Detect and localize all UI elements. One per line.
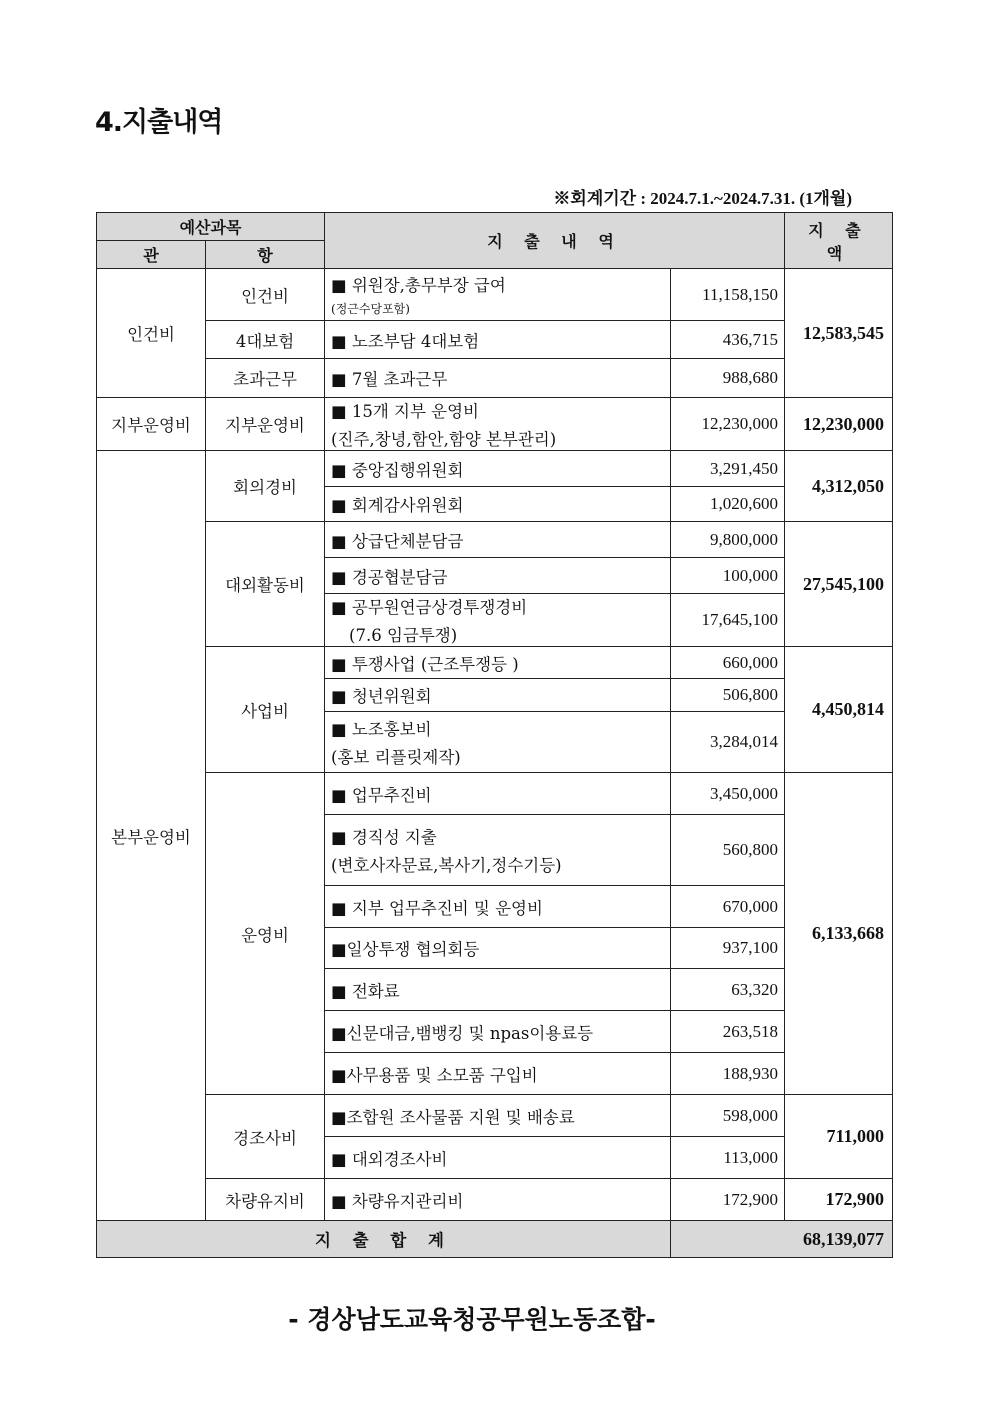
header-gwan: 관 (97, 241, 206, 269)
amount-cell: 3,450,000 (671, 773, 785, 815)
amount-cell: 263,518 (671, 1011, 785, 1053)
amount-cell: 63,320 (671, 969, 785, 1011)
item-cell: ■조합원 조사물품 지원 및 배송료 (325, 1095, 671, 1137)
sum-label: 지 출 합 계 (97, 1221, 671, 1258)
item-cell: ■신문대금,뱀뱅킹 및 npas이용료등 (325, 1011, 671, 1053)
amount-cell: 436,715 (671, 321, 785, 359)
item-cell: ■ 대외경조사비 (325, 1137, 671, 1179)
amount-cell: 937,100 (671, 928, 785, 969)
gwan-cell: 지부운영비 (97, 398, 206, 451)
total-cell: 711,000 (785, 1095, 893, 1179)
amount-cell: 670,000 (671, 886, 785, 928)
table-row (97, 398, 893, 451)
hang-cell: 지부운영비 (206, 398, 325, 451)
amount-cell: 506,800 (671, 679, 785, 712)
amount-cell: 660,000 (671, 647, 785, 679)
header-amount: 지 출 액 (785, 213, 893, 269)
hang-cell: 운영비 (206, 773, 325, 1095)
hang-cell: 대외활동비 (206, 522, 325, 647)
item-cell: ■ 업무추진비 (325, 773, 671, 815)
footer-organization: - 경상남도교육청공무원노동조합- (288, 1305, 656, 1334)
amount-cell: 12,230,000 (671, 398, 785, 451)
amount-cell: 9,800,000 (671, 522, 785, 558)
item-cell: ■ 회계감사위원회 (325, 487, 671, 522)
sum-value: 68,139,077 (671, 1221, 893, 1258)
table-row (97, 1095, 893, 1137)
item-cell: ■ 노조부담 4대보험 (325, 321, 671, 359)
amount-cell: 188,930 (671, 1053, 785, 1095)
item-cell: ■ 7월 초과근무 (325, 359, 671, 398)
item-cell: ■사무용품 및 소모품 구입비 (325, 1053, 671, 1095)
amount-cell: 988,680 (671, 359, 785, 398)
total-cell: 12,230,000 (785, 398, 893, 451)
item-cell: ■ 지부 업무추진비 및 운영비 (325, 886, 671, 928)
item-cell: ■ 노조홍보비 (홍보 리플릿제작) (325, 712, 671, 773)
amount-cell: 1,020,600 (671, 487, 785, 522)
expense-table (96, 212, 893, 1258)
amount-cell: 11,158,150 (671, 269, 785, 321)
total-cell: 27,545,100 (785, 522, 893, 647)
item-cell: ■ 차량유지관리비 (325, 1179, 671, 1221)
amount-cell: 560,800 (671, 815, 785, 886)
table-row (97, 321, 893, 359)
total-cell: 4,312,050 (785, 451, 893, 522)
header-detail: 지 출 내 역 (325, 213, 785, 269)
item-cell: ■ 투쟁사업 (근조투쟁등 ) (325, 647, 671, 679)
item-cell: ■ 상급단체분담금 (325, 522, 671, 558)
item-cell: ■ 청년위원회 (325, 679, 671, 712)
table-row (97, 522, 893, 558)
table-row (97, 647, 893, 679)
page-title: 4.지출내역 (95, 107, 223, 138)
amount-cell: 3,284,014 (671, 712, 785, 773)
amount-cell: 100,000 (671, 558, 785, 594)
gwan-cell: 본부운영비 (97, 451, 206, 1221)
header-hang: 항 (206, 241, 325, 269)
item-cell: ■ 공무원연금상경투쟁경비 (7.6 임금투쟁) (325, 594, 671, 647)
table-row (97, 773, 893, 815)
amount-cell: 17,645,100 (671, 594, 785, 647)
hang-cell: 경조사비 (206, 1095, 325, 1179)
item-cell: ■일상투쟁 협의회등 (325, 928, 671, 969)
amount-cell: 113,000 (671, 1137, 785, 1179)
amount-cell: 3,291,450 (671, 451, 785, 487)
total-cell: 172,900 (785, 1179, 893, 1221)
total-cell: 12,583,545 (785, 269, 893, 398)
sum-row (97, 1221, 893, 1258)
hang-cell: 사업비 (206, 647, 325, 773)
item-cell: ■ 전화료 (325, 969, 671, 1011)
item-cell: ■ 경공협분담금 (325, 558, 671, 594)
amount-cell: 598,000 (671, 1095, 785, 1137)
gwan-cell: 인건비 (97, 269, 206, 398)
total-cell: 4,450,814 (785, 647, 893, 773)
hang-cell: 4대보험 (206, 321, 325, 359)
item-cell: ■ 위원장,총무부장 급여 (정근수당포함) (325, 269, 671, 321)
table-row (97, 359, 893, 398)
item-cell: ■ 15개 지부 운영비 (진주,창녕,함안,함양 본부관리) (325, 398, 671, 451)
item-cell: ■ 경직성 지출 (변호사자문료,복사기,정수기등) (325, 815, 671, 886)
item-cell: ■ 중앙집행위원회 (325, 451, 671, 487)
table-row (97, 1179, 893, 1221)
hang-cell: 초과근무 (206, 359, 325, 398)
total-cell: 6,133,668 (785, 773, 893, 1095)
table-row (97, 269, 893, 321)
hang-cell: 회의경비 (206, 451, 325, 522)
accounting-period: ※회계기간 : 2024.7.1.~2024.7.31. (1개월) (553, 189, 852, 208)
hang-cell: 인건비 (206, 269, 325, 321)
hang-cell: 차량유지비 (206, 1179, 325, 1221)
amount-cell: 172,900 (671, 1179, 785, 1221)
header-budget: 예산과목 (97, 213, 325, 241)
table-row (97, 451, 893, 487)
